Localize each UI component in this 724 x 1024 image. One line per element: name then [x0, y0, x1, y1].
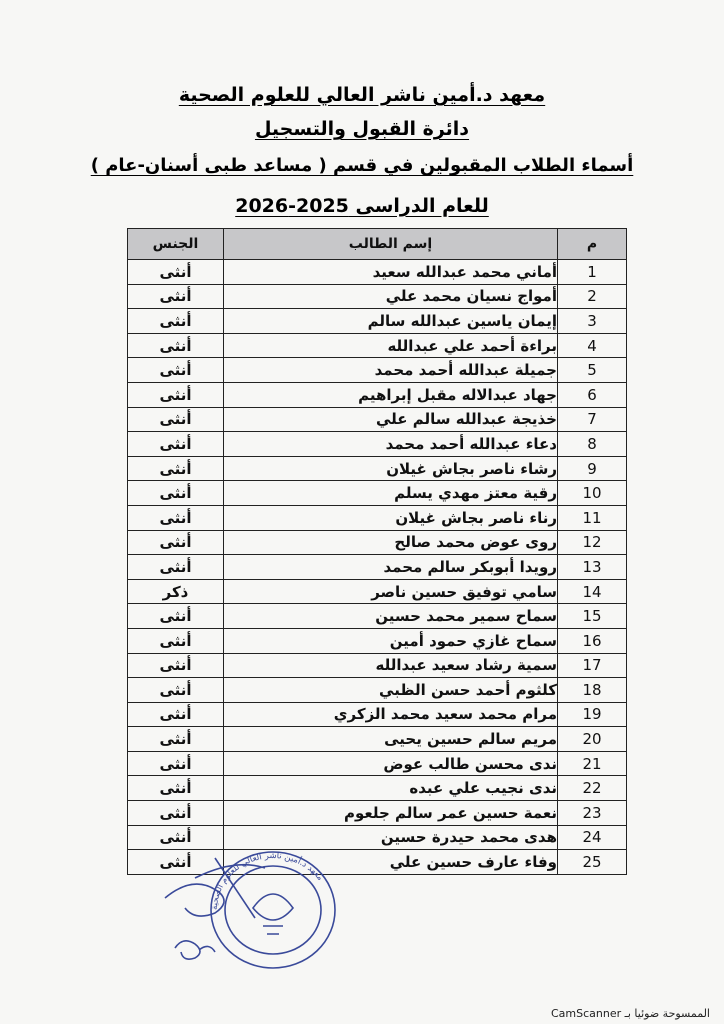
student-name: سماح غازي حمود أمين — [224, 628, 558, 653]
student-name: أمواج نسيان محمد علي — [224, 284, 558, 309]
student-gender: أنثى — [128, 358, 224, 383]
table-row — [128, 702, 627, 727]
student-gender: أنثى — [128, 751, 224, 776]
row-number: 4 — [558, 333, 627, 358]
student-name: جهاد عبدالاله مقبل إبراهيم — [224, 382, 558, 407]
student-gender: ذكر — [128, 579, 224, 604]
academic-year: للعام الدراسى 2025-2026 — [235, 195, 489, 217]
column-header-name: إسم الطالب — [224, 229, 558, 260]
row-number: 21 — [558, 751, 627, 776]
student-gender: أنثى — [128, 678, 224, 703]
student-gender: أنثى — [128, 776, 224, 801]
row-number: 17 — [558, 653, 627, 678]
table-row — [128, 801, 627, 826]
table-row — [128, 751, 627, 776]
student-name: نعمة حسين عمر سالم جلعوم — [224, 801, 558, 826]
row-number: 18 — [558, 678, 627, 703]
table-row — [128, 776, 627, 801]
table-row — [128, 432, 627, 457]
student-gender: أنثى — [128, 801, 224, 826]
student-gender: أنثى — [128, 432, 224, 457]
row-number: 13 — [558, 555, 627, 580]
student-gender: أنثى — [128, 530, 224, 555]
student-gender: أنثى — [128, 825, 224, 850]
student-name: مريم سالم حسين يحيى — [224, 727, 558, 752]
row-number: 5 — [558, 358, 627, 383]
student-gender: أنثى — [128, 309, 224, 334]
table-row — [128, 284, 627, 309]
student-gender: أنثى — [128, 382, 224, 407]
student-name: دعاء عبدالله أحمد محمد — [224, 432, 558, 457]
row-number: 19 — [558, 702, 627, 727]
student-name: أماني محمد عبدالله سعيد — [224, 260, 558, 285]
student-name: سماح سمير محمد حسين — [224, 604, 558, 629]
student-gender: أنثى — [128, 628, 224, 653]
row-number: 1 — [558, 260, 627, 285]
student-gender: أنثى — [128, 850, 224, 875]
table-row — [128, 628, 627, 653]
table-row — [128, 678, 627, 703]
student-name: ندى محسن طالب عوض — [224, 751, 558, 776]
row-number: 23 — [558, 801, 627, 826]
student-name: إيمان ياسين عبدالله سالم — [224, 309, 558, 334]
student-name: ندى نجيب علي عبده — [224, 776, 558, 801]
student-name: براءة أحمد علي عبدالله — [224, 333, 558, 358]
student-name: رشاء ناصر بجاش غيلان — [224, 456, 558, 481]
table-row — [128, 481, 627, 506]
student-gender: أنثى — [128, 653, 224, 678]
column-header-number: م — [558, 229, 627, 260]
student-name: خذيجة عبدالله سالم علي — [224, 407, 558, 432]
table-row — [128, 555, 627, 580]
student-name: رناء ناصر بجاش غيلان — [224, 505, 558, 530]
table-row — [128, 530, 627, 555]
row-number: 25 — [558, 850, 627, 875]
stamp-ring-text: معهد د.أمين ناشر العالي للعلوم الصحية — [209, 850, 325, 911]
table-header-row — [128, 229, 627, 260]
row-number: 20 — [558, 727, 627, 752]
row-number: 24 — [558, 825, 627, 850]
institute-title: معهد د.أمين ناشر العالي للعلوم الصحية — [178, 84, 546, 106]
table-row — [128, 260, 627, 285]
row-number: 14 — [558, 579, 627, 604]
student-gender: أنثى — [128, 284, 224, 309]
student-gender: أنثى — [128, 727, 224, 752]
table-row — [128, 653, 627, 678]
student-gender: أنثى — [128, 555, 224, 580]
row-number: 15 — [558, 604, 627, 629]
row-number: 3 — [558, 309, 627, 334]
column-header-gender: الجنس — [128, 229, 224, 260]
table-row — [128, 309, 627, 334]
student-name: روى عوض محمد صالح — [224, 530, 558, 555]
table-row — [128, 382, 627, 407]
students-table — [127, 228, 627, 875]
row-number: 7 — [558, 407, 627, 432]
student-gender: أنثى — [128, 333, 224, 358]
student-gender: أنثى — [128, 505, 224, 530]
row-number: 12 — [558, 530, 627, 555]
row-number: 10 — [558, 481, 627, 506]
scanner-footer: الممسوحة ضوئيا بـ CamScanner — [550, 1007, 710, 1020]
student-gender: أنثى — [128, 456, 224, 481]
table-body — [128, 260, 627, 875]
student-name: وفاء عارف حسين علي — [224, 850, 558, 875]
table-row — [128, 456, 627, 481]
student-gender: أنثى — [128, 604, 224, 629]
official-stamp — [155, 838, 365, 988]
student-name: هدى محمد حيدرة حسين — [224, 825, 558, 850]
student-name: رويدا أبوبكر سالم محمد — [224, 555, 558, 580]
row-number: 11 — [558, 505, 627, 530]
row-number: 8 — [558, 432, 627, 457]
student-name: كلثوم أحمد حسن الظبي — [224, 678, 558, 703]
student-name: جميلة عبدالله أحمد محمد — [224, 358, 558, 383]
student-gender: أنثى — [128, 407, 224, 432]
row-number: 16 — [558, 628, 627, 653]
table-row — [128, 604, 627, 629]
student-gender: أنثى — [128, 481, 224, 506]
row-number: 6 — [558, 382, 627, 407]
row-number: 2 — [558, 284, 627, 309]
list-title: أسماء الطلاب المقبولين في قسم ( مساعد طبى أسنان-عام ) — [90, 155, 634, 176]
student-name: مرام محمد سعيد محمد الزكري — [224, 702, 558, 727]
student-name: رقية معتز مهدي يسلم — [224, 481, 558, 506]
student-gender: أنثى — [128, 260, 224, 285]
student-name: سمية رشاد سعيد عبدالله — [224, 653, 558, 678]
table-row — [128, 358, 627, 383]
table-row — [128, 333, 627, 358]
table-row — [128, 505, 627, 530]
student-name: سامي توفيق حسين ناصر — [224, 579, 558, 604]
student-gender: أنثى — [128, 702, 224, 727]
row-number: 9 — [558, 456, 627, 481]
row-number: 22 — [558, 776, 627, 801]
table-row — [128, 407, 627, 432]
table-row — [128, 727, 627, 752]
table-row — [128, 579, 627, 604]
department-title: دائرة القبول والتسجيل — [254, 118, 470, 140]
